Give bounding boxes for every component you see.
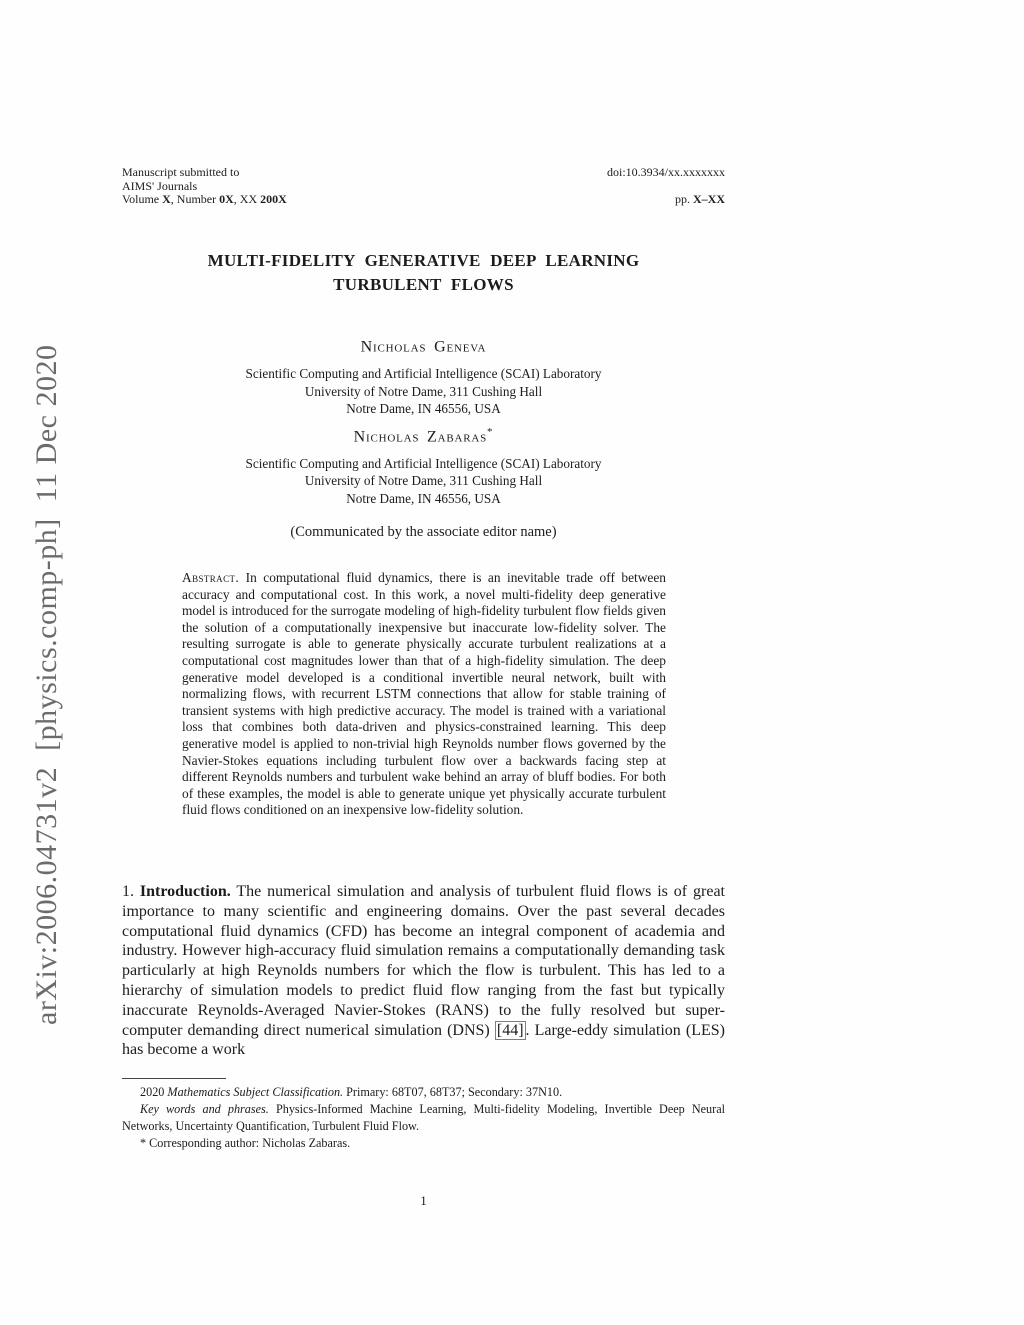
footnote-rule: [122, 1078, 226, 1079]
abstract: [182, 570, 666, 819]
author-name: Nicholas Zabaras*: [353, 425, 494, 446]
affiliation-line: Notre Dame, IN 46556, USA: [346, 400, 501, 416]
author-affiliation: [122, 455, 725, 507]
corresponding-author-mark: *: [487, 425, 494, 438]
volume-line: Volume X, Number 0X, XX 200X: [122, 192, 287, 206]
page-number: 1: [420, 1193, 427, 1208]
paper-title: [122, 249, 725, 297]
section-heading: Introduction.: [139, 883, 231, 900]
arxiv-sidebar-stamp: arXiv:2006.04731v2 [physics.comp-ph] 11 Dec 2020: [30, 344, 63, 1025]
introduction-paragraph: [122, 882, 725, 1060]
introduction-text-continued: . Large-eddy simulation (LES) has become a work: [122, 1021, 726, 1059]
journal-header: [122, 166, 725, 207]
corresponding-author-footnote: * Corresponding author: Nicholas Zabaras.: [140, 1136, 351, 1150]
paper-title-line2: TURBULENT FLOWS: [333, 275, 514, 294]
introduction-text: The numerical simulation and analysis of turbulent fluid flows is of great importance to many scientific and engineering domains. Over the past several decades computational fluid dynamics (CFD) has become an integral component of academia and industry. However high-accuracy fluid simulation remains a computationally demanding task particularly at high Reynolds numbers for which the flow is turbulent. This has led to a hierarchy of simulation models to predict fluid flow ranging from the fast but typically inaccurate Reynolds-Averaged Navier-Stokes (RANS) to the fully resolved but super-computer demanding direct numerical simulation (DNS): [122, 883, 725, 1039]
communicated-line: (Communicated by the associate editor name): [290, 524, 557, 540]
abstract-label: Abstract.: [182, 570, 240, 585]
section-number: 1.: [122, 883, 140, 900]
author-affiliation: [122, 365, 725, 417]
keywords-footnote: Key words and phrases. Physics-Informed Machine Learning, Multi-fidelity Modeling, Invertible Deep Neural Networks, Uncertainty Quantification, Turbulent Fluid Flow.: [122, 1102, 725, 1133]
affiliation-line: Scientific Computing and Artificial Intelligence (SCAI) Laboratory: [245, 456, 602, 472]
msc-footnote: 2020 Mathematics Subject Classification. Primary: 68T07, 68T37; Secondary: 37N10.: [140, 1085, 563, 1099]
affiliation-line: Notre Dame, IN 46556, USA: [346, 490, 501, 506]
journal-name-line: AIMS' Journals: [122, 178, 198, 193]
affiliation-line: University of Notre Dame, 311 Cushing Hall: [304, 383, 543, 399]
doi-line: doi:10.3934/xx.xxxxxxx: [606, 165, 725, 179]
authors-section: [122, 336, 725, 516]
footnotes: [122, 1078, 725, 1152]
author-block: [122, 426, 725, 507]
abstract-text: In computational fluid dynamics, there is an inevitable trade off between accuracy and computational cost. In this work, a novel multi-fidelity deep generative model is introduced for the surrogate modeling of high-fidelity turbulent flow fields given the solution of a computationally inexpensive but inaccurate low-fidelity solver. The resulting surrogate is able to generate physically accurate turbulent realizations at a computational cost magnitudes lower than that of a high-fidelity simulation. The deep generative model developed is a conditional invertible neural network, built with normalizing flows, with recurrent LSTM connections that allow for stable training of transient systems with high predictive accuracy. The model is trained with a variational loss that combines both data-driven and physics-constrained learning. This deep generative model is applied to non-trivial high Reynolds number flows governed by the Navier-Stokes equations including turbulent flow over a backwards facing step at different Reynolds numbers and turbulent wake behind an array of bluff bodies. For both of these examples, the model is able to generate unique yet physically accurate turbulent fluid flows conditioned on an inexpensive low-fidelity solution.: [182, 570, 666, 818]
pages-line: pp. X–XX: [675, 192, 725, 206]
manuscript-submitted-line: Manuscript submitted to: [122, 165, 240, 179]
author-block: [122, 336, 725, 417]
paper-title-line1: MULTI-FIDELITY GENERATIVE DEEP LEARNING: [207, 251, 640, 270]
author-name: Nicholas Geneva: [360, 338, 487, 356]
header-right: [607, 166, 725, 207]
affiliation-line: University of Notre Dame, 311 Cushing Hall: [304, 473, 543, 489]
affiliation-line: Scientific Computing and Artificial Intelligence (SCAI) Laboratory: [245, 366, 602, 382]
citation-link-44[interactable]: [44]: [496, 1021, 524, 1039]
